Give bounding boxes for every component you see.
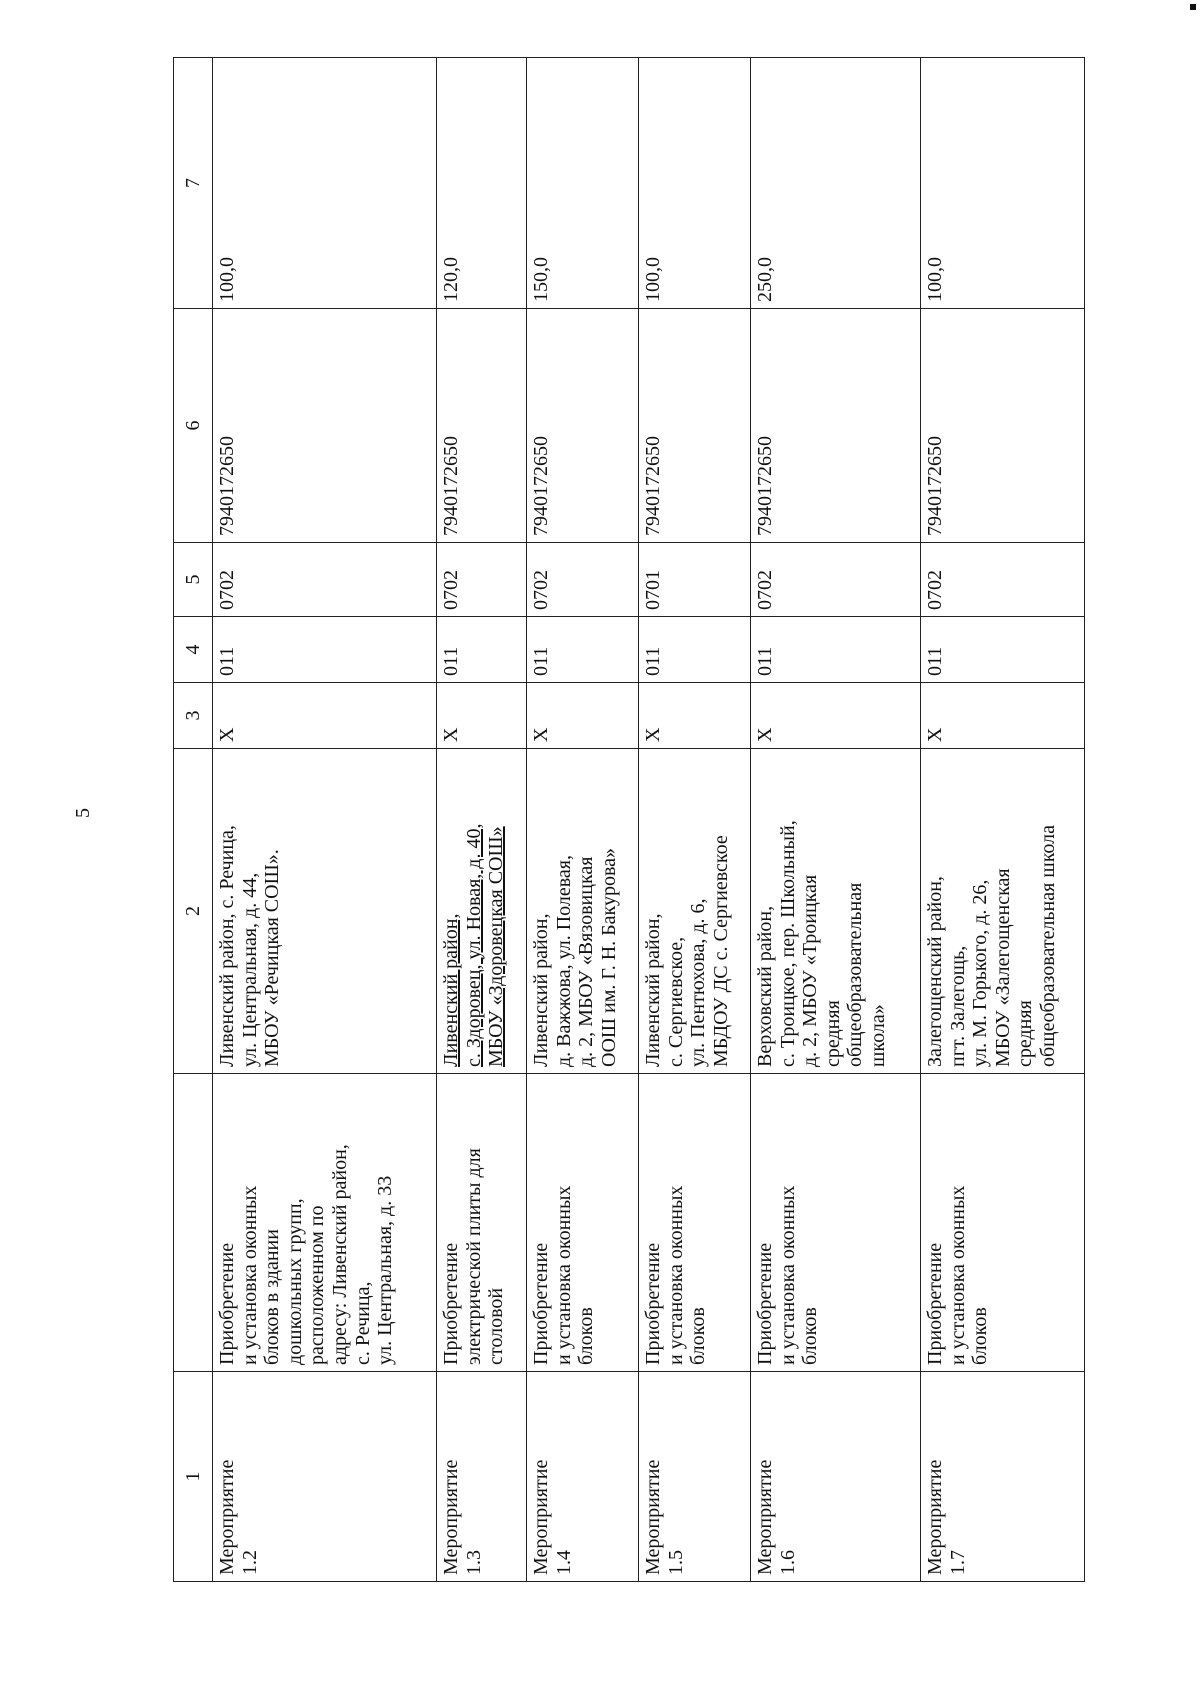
measures-table <box>173 57 1085 1582</box>
measure-id: Мероприятие 1.7 <box>921 1372 1085 1582</box>
measure-address: Ливенский район, д. Важжова, ул. Полевая, д. 2, МБОУ «Вязовицкая ООШ им. Г. Н. Бакурова» <box>527 749 639 1074</box>
col-4-value: 011 <box>437 617 527 683</box>
col-4-value: 011 <box>639 617 751 683</box>
table-row <box>437 58 527 1582</box>
col-7-value: 150,0 <box>527 58 639 309</box>
col-7-value: 100,0 <box>921 58 1085 309</box>
col-6-value: 7940172650 <box>527 309 639 543</box>
col-6-value: 7940172650 <box>639 309 751 543</box>
col-5-value: 0702 <box>437 543 527 617</box>
col-4-value: 011 <box>921 617 1085 683</box>
table-row <box>639 58 751 1582</box>
measure-id: Мероприятие 1.4 <box>527 1372 639 1582</box>
col-3-value: X <box>213 683 437 749</box>
page-number: 5 <box>72 808 94 818</box>
measure-description: Приобретение и установка оконных блоков <box>639 1074 751 1372</box>
col-3-value: X <box>527 683 639 749</box>
measure-description: Приобретение и установка оконных блоков в здании дошкольных групп, расположенном по адресу: Ливенский район, с. Речица, ул. Центральная, д. 33 <box>213 1074 437 1372</box>
scan-edge-mark <box>1190 4 1196 10</box>
col-7-value: 250,0 <box>751 58 921 309</box>
table-row <box>527 58 639 1582</box>
header-col-5: 5 <box>174 543 213 617</box>
col-3-value: X <box>751 683 921 749</box>
measure-id: Мероприятие 1.2 <box>213 1372 437 1582</box>
col-3-value: X <box>921 683 1085 749</box>
col-4-value: 011 <box>751 617 921 683</box>
col-6-value: 7940172650 <box>751 309 921 543</box>
measure-address: Ливенский район, с. Сергиевское, ул. Пентюхова, д. 6, МБДОУ ДС с. Сергиевское <box>639 749 751 1074</box>
col-7-value: 120,0 <box>437 58 527 309</box>
header-col-2a <box>174 1074 213 1372</box>
col-5-value: 0702 <box>921 543 1085 617</box>
col-6-value: 7940172650 <box>213 309 437 543</box>
col-5-value: 0702 <box>213 543 437 617</box>
header-col-6: 6 <box>174 309 213 543</box>
header-col-7: 7 <box>174 58 213 309</box>
col-3-value: X <box>639 683 751 749</box>
header-col-4: 4 <box>174 617 213 683</box>
col-4-value: 011 <box>527 617 639 683</box>
measure-address: Верховский район, с. Троицкое, пер. Школьный, д. 2, МБОУ «Троицкая средняя общеобразовательная школа» <box>751 749 921 1074</box>
col-6-value: 7940172650 <box>921 309 1085 543</box>
header-row <box>174 58 213 1582</box>
measure-id: Мероприятие 1.5 <box>639 1372 751 1582</box>
table-row <box>213 58 437 1582</box>
measure-address: Ливенский район, с. Речица, ул. Центральная, д. 44, МБОУ «Речицкая СОШ». <box>213 749 437 1074</box>
measure-description: Приобретение и установка оконных блоков <box>527 1074 639 1372</box>
col-7-value: 100,0 <box>639 58 751 309</box>
header-col-1: 1 <box>174 1372 213 1582</box>
rotated-table-container <box>173 58 1083 1582</box>
measure-address: Ливенский район, с. Здоровец, ул. Новая, д. 40, МБОУ «Здоровецкая СОШ» <box>437 749 527 1074</box>
measure-description: Приобретение и установка оконных блоков <box>751 1074 921 1372</box>
measure-id: Мероприятие 1.3 <box>437 1372 527 1582</box>
col-3-value: X <box>437 683 527 749</box>
measure-description: Приобретение и установка оконных блоков <box>921 1074 1085 1372</box>
measure-address: Залегощенский район, пгт. Залегощь, ул. М. Горького, д. 26, МБОУ «Залегощенская средняя общеобразовательная школа <box>921 749 1085 1074</box>
measure-description: Приобретение электрической плиты для столовой <box>437 1074 527 1372</box>
header-col-2: 2 <box>174 749 213 1074</box>
table-row <box>751 58 921 1582</box>
col-5-value: 0702 <box>751 543 921 617</box>
col-5-value: 0702 <box>527 543 639 617</box>
header-col-3: 3 <box>174 683 213 749</box>
col-6-value: 7940172650 <box>437 309 527 543</box>
measure-id: Мероприятие 1.6 <box>751 1372 921 1582</box>
col-5-value: 0701 <box>639 543 751 617</box>
table-row <box>921 58 1085 1582</box>
col-7-value: 100,0 <box>213 58 437 309</box>
col-4-value: 011 <box>213 617 437 683</box>
